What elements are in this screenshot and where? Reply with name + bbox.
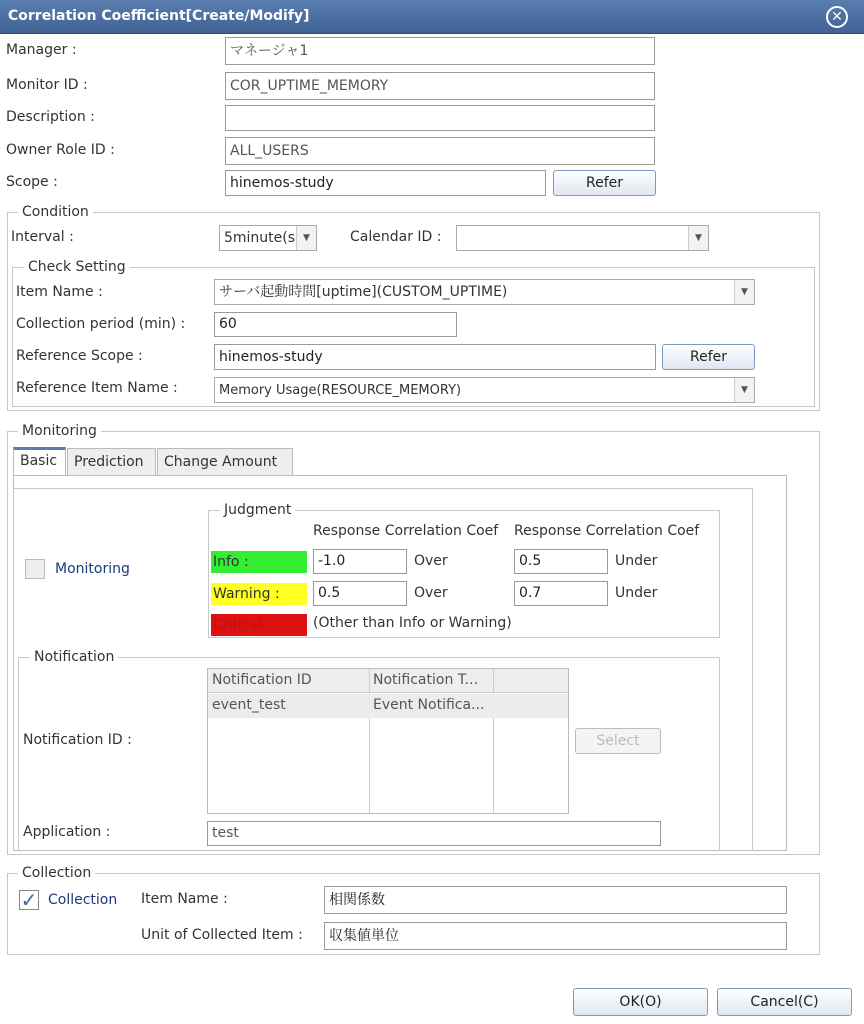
owner-role-field[interactable]: ALL_USERS (225, 137, 655, 165)
reference-scope-label: Reference Scope : (16, 348, 143, 364)
collection-period-field[interactable]: 60 (214, 312, 457, 337)
critical-label: Critical : (211, 614, 307, 636)
close-icon[interactable]: ✕ (826, 6, 848, 28)
reference-item-select[interactable] (214, 377, 755, 403)
reference-item-value: Memory Usage(RESOURCE_MEMORY) (219, 383, 462, 398)
title-bar (0, 0, 864, 34)
cancel-button[interactable]: Cancel(C) (717, 988, 852, 1016)
manager-label: Manager : (6, 42, 77, 58)
notification-id-label: Notification ID : (23, 732, 132, 748)
chevron-down-icon[interactable]: ▼ (734, 280, 754, 304)
reference-item-label: Reference Item Name : (16, 380, 178, 396)
notification-title: Notification (30, 649, 118, 665)
description-label: Description : (6, 109, 95, 125)
collection-checkbox[interactable] (19, 890, 39, 910)
tab-change-amount[interactable]: Change Amount (157, 448, 293, 476)
monitoring-checkbox-label[interactable]: Monitoring (55, 561, 130, 577)
collection-item-name-field[interactable]: 相関係数 (324, 886, 787, 914)
collection-title: Collection (18, 865, 95, 881)
window-title: Correlation Coefficient[Create/Modify] (8, 8, 310, 24)
reference-scope-field[interactable]: hinemos-study (214, 344, 656, 370)
warning-low-field[interactable]: 0.5 (313, 581, 407, 606)
row-notification-id: event_test (212, 697, 286, 713)
interval-label: Interval : (11, 229, 74, 245)
warning-over-label: Over (414, 585, 448, 601)
info-under-label: Under (615, 553, 658, 569)
condition-title: Condition (18, 204, 93, 220)
critical-note: (Other than Info or Warning) (313, 615, 512, 631)
chevron-down-icon[interactable]: ▼ (296, 226, 316, 250)
checkmark-icon: ✓ (20, 888, 38, 912)
collection-checkbox-label[interactable]: Collection (48, 892, 118, 908)
warning-label: Warning : (211, 583, 307, 605)
row-notification-type: Event Notifica... (373, 697, 485, 713)
item-name-value: サーバ起動時間[uptime](CUSTOM_UPTIME) (219, 284, 508, 300)
info-high-field[interactable]: 0.5 (514, 549, 608, 574)
info-low-field[interactable]: -1.0 (313, 549, 407, 574)
monitoring-title: Monitoring (18, 423, 101, 439)
chevron-down-icon[interactable]: ▼ (688, 226, 708, 250)
item-name-select[interactable] (214, 279, 755, 305)
info-over-label: Over (414, 553, 448, 569)
check-setting-title: Check Setting (24, 259, 130, 275)
interval-select[interactable] (219, 225, 317, 251)
notification-table (207, 668, 569, 814)
collection-unit-label: Unit of Collected Item : (141, 927, 303, 943)
calendar-select[interactable] (456, 225, 709, 251)
ok-button[interactable]: OK(O) (573, 988, 708, 1016)
judgment-col2-header: Response Correlation Coef (514, 523, 700, 539)
column-divider (493, 669, 494, 813)
judgment-title: Judgment (220, 502, 295, 518)
info-label: Info : (211, 551, 307, 573)
warning-under-label: Under (615, 585, 658, 601)
application-field[interactable]: test (207, 821, 661, 846)
item-name-label: Item Name : (16, 284, 103, 300)
scope-field[interactable]: hinemos-study (225, 170, 546, 196)
scope-label: Scope : (6, 174, 58, 190)
owner-role-label: Owner Role ID : (6, 142, 115, 158)
reference-scope-refer-button[interactable]: Refer (662, 344, 755, 370)
collection-unit-field[interactable]: 収集値単位 (324, 922, 787, 950)
application-label: Application : (23, 824, 111, 840)
manager-field[interactable]: マネージャ1 (225, 37, 655, 65)
scope-refer-button[interactable]: Refer (553, 170, 656, 196)
col-notification-id[interactable]: Notification ID (212, 672, 312, 688)
collection-period-label: Collection period (min) : (16, 316, 186, 332)
judgment-col1-header: Response Correlation Coef (313, 523, 499, 539)
collection-item-name-label: Item Name : (141, 891, 228, 907)
description-field[interactable] (225, 105, 655, 131)
col-notification-type[interactable]: Notification T... (373, 672, 479, 688)
monitoring-checkbox[interactable] (25, 559, 45, 579)
calendar-label: Calendar ID : (350, 229, 442, 245)
monitor-id-field[interactable]: COR_UPTIME_MEMORY (225, 72, 655, 100)
table-row[interactable] (208, 694, 568, 718)
interval-value: 5minute(s (224, 230, 296, 246)
monitor-id-label: Monitor ID : (6, 77, 88, 93)
chevron-down-icon[interactable]: ▼ (734, 378, 754, 402)
warning-high-field[interactable]: 0.7 (514, 581, 608, 606)
notification-select-button[interactable]: Select (575, 728, 661, 754)
column-divider (369, 669, 370, 813)
tab-prediction[interactable]: Prediction (67, 448, 156, 476)
tab-basic[interactable]: Basic (13, 447, 66, 475)
